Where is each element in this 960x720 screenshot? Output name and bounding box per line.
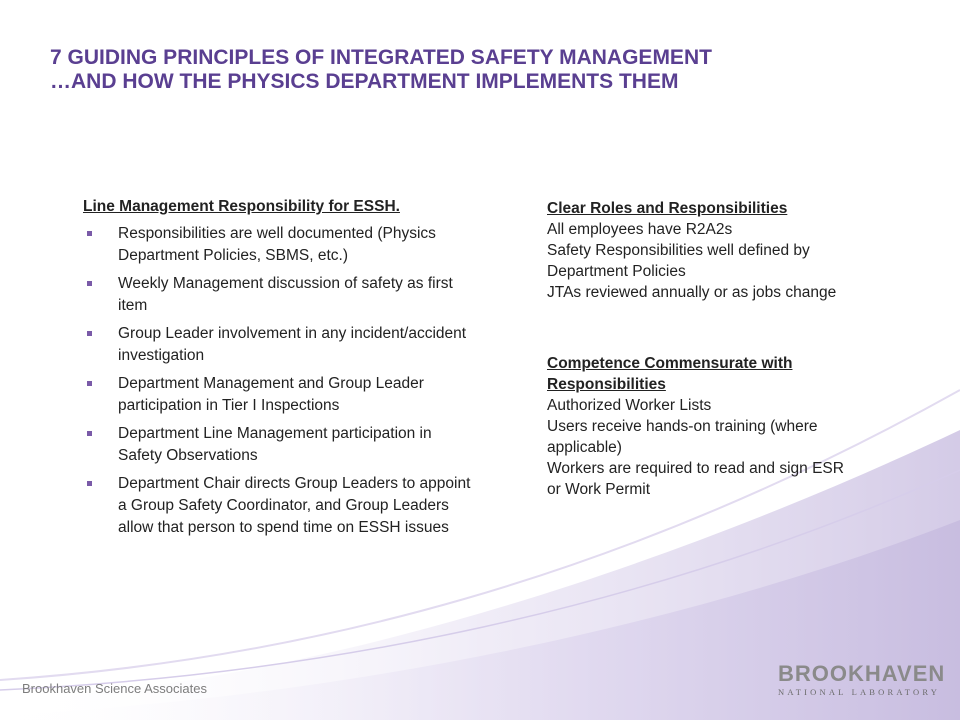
left-column — [83, 198, 473, 545]
competence-line: Workers are required to read and sign ESR or Work Permit — [547, 460, 844, 498]
page-title — [50, 46, 930, 94]
roles-line: All employees have R2A2s — [547, 221, 733, 238]
roles-line: Safety Responsibilities well defined by Department Policies — [547, 242, 810, 280]
square-bullet-icon — [87, 381, 92, 386]
title-line-1: 7 GUIDING PRINCIPLES OF INTEGRATED SAFETY MANAGEMENT — [50, 46, 712, 69]
square-bullet-icon — [87, 281, 92, 286]
list-item — [83, 223, 473, 267]
footer-organization: Brookhaven Science Associates — [22, 681, 207, 696]
bullet-text: Department Chair directs Group Leaders to appoint a Group Safety Coordinator, and Group Leaders allow that person to spend time on ESSH issues — [118, 475, 471, 536]
list-item — [83, 373, 473, 417]
list-item — [83, 423, 473, 467]
right-column — [547, 198, 847, 500]
logo-sub-text: NATIONAL LABORATORY — [778, 687, 941, 697]
competence-heading: Competence Commensurate with Responsibilities — [547, 355, 793, 393]
list-item — [83, 473, 473, 539]
list-item — [83, 273, 473, 317]
bullet-text: Responsibilities are well documented (Physics Department Policies, SBMS, etc.) — [118, 225, 436, 264]
section-spacer — [547, 303, 847, 353]
square-bullet-icon — [87, 481, 92, 486]
square-bullet-icon — [87, 331, 92, 336]
competence-line: Users receive hands-on training (where applicable) — [547, 418, 818, 456]
left-bullet-list — [83, 223, 473, 539]
logo-main-text: BROOKHAVEN — [778, 661, 946, 686]
bullet-text: Department Line Management participation in Safety Observations — [118, 425, 432, 464]
bullet-text: Group Leader involvement in any incident/accident investigation — [118, 325, 467, 364]
list-item — [83, 323, 473, 367]
title-line-2: …AND HOW THE PHYSICS DEPARTMENT IMPLEMENTS THEM — [50, 70, 679, 93]
competence-line: Authorized Worker Lists — [547, 397, 712, 414]
roles-heading: Clear Roles and Responsibilities — [547, 200, 788, 217]
left-heading: Line Management Responsibility for ESSH. — [83, 198, 400, 215]
bullet-text: Weekly Management discussion of safety as first item — [118, 275, 453, 314]
square-bullet-icon — [87, 231, 92, 236]
square-bullet-icon — [87, 431, 92, 436]
brookhaven-logo — [778, 661, 946, 698]
bullet-text: Department Management and Group Leader participation in Tier I Inspections — [118, 375, 424, 414]
roles-line: JTAs reviewed annually or as jobs change — [547, 284, 837, 301]
